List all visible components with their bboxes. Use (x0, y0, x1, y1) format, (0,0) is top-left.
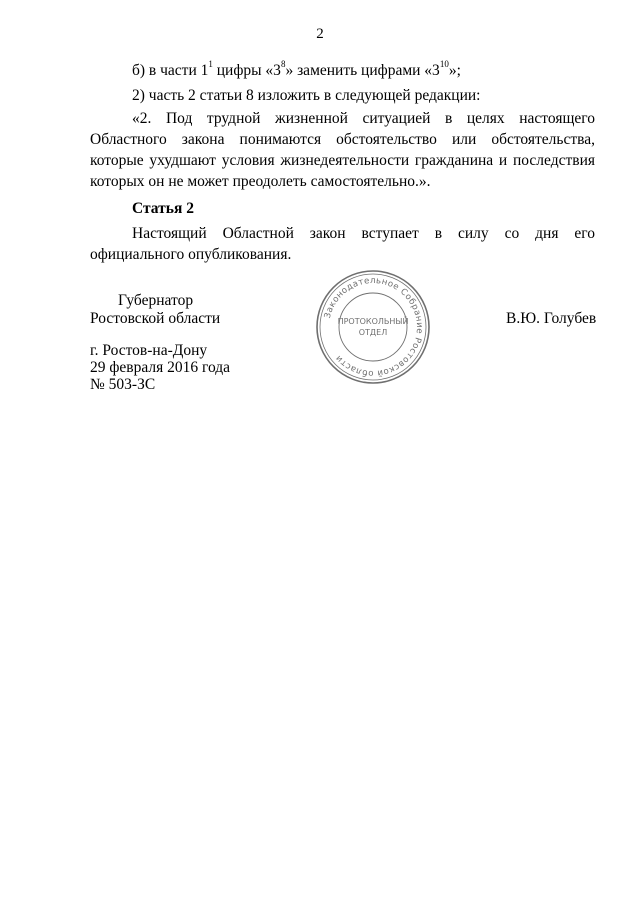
place-city: г. Ростов-на-Дону (90, 342, 208, 359)
amendment-b-mid-1: цифры «3 (212, 62, 281, 79)
article-2-heading: Статья 2 (132, 200, 194, 217)
amendment-item-2: 2) часть 2 статьи 8 изложить в следующей редакции: (132, 87, 481, 104)
signature-region: Ростовской области (90, 310, 221, 327)
place-date-block (90, 342, 230, 393)
stamp-center-line-2: ОТДЕЛ (358, 328, 388, 337)
official-stamp (314, 268, 432, 386)
document-number: № 503-ЗС (90, 376, 156, 393)
signature-title: Губернатор (118, 292, 194, 309)
place-date: 29 февраля 2016 года (90, 359, 231, 376)
page-number: 2 (316, 26, 324, 42)
amendment-b-sup-8: 8 (280, 58, 286, 69)
amendment-b-sup-1: 1 (208, 58, 213, 69)
stamp-ring-text: Законодательное Собрание Ростовской области (322, 275, 425, 379)
stamp-center-line-1: ПРОТОКОЛЬНЫЙ (337, 317, 409, 326)
signature-name: В.Ю. Голубев (506, 310, 597, 327)
amendment-quote: «2. Под трудной жизненной ситуацией в целях настоящего Областного закона понимаются обстоятельство или обстоятельства, которые ухудшают условия жизнедеятельности гражданина и последствия которых он не может преодолеть самостоятельно.». (90, 110, 595, 190)
amendment-b-mid-2: » заменить цифрами «3 (285, 62, 440, 79)
amendment-item-b (90, 60, 595, 81)
stamp-seal-icon (314, 268, 432, 386)
amendment-b-sup-10: 10 (439, 58, 449, 69)
amendment-b-suffix: »; (448, 62, 461, 79)
amendment-b-prefix: б) в части 1 (132, 62, 209, 79)
article-2-text: Настоящий Областной закон вступает в силу со дня его официального опубликования. (90, 225, 595, 263)
